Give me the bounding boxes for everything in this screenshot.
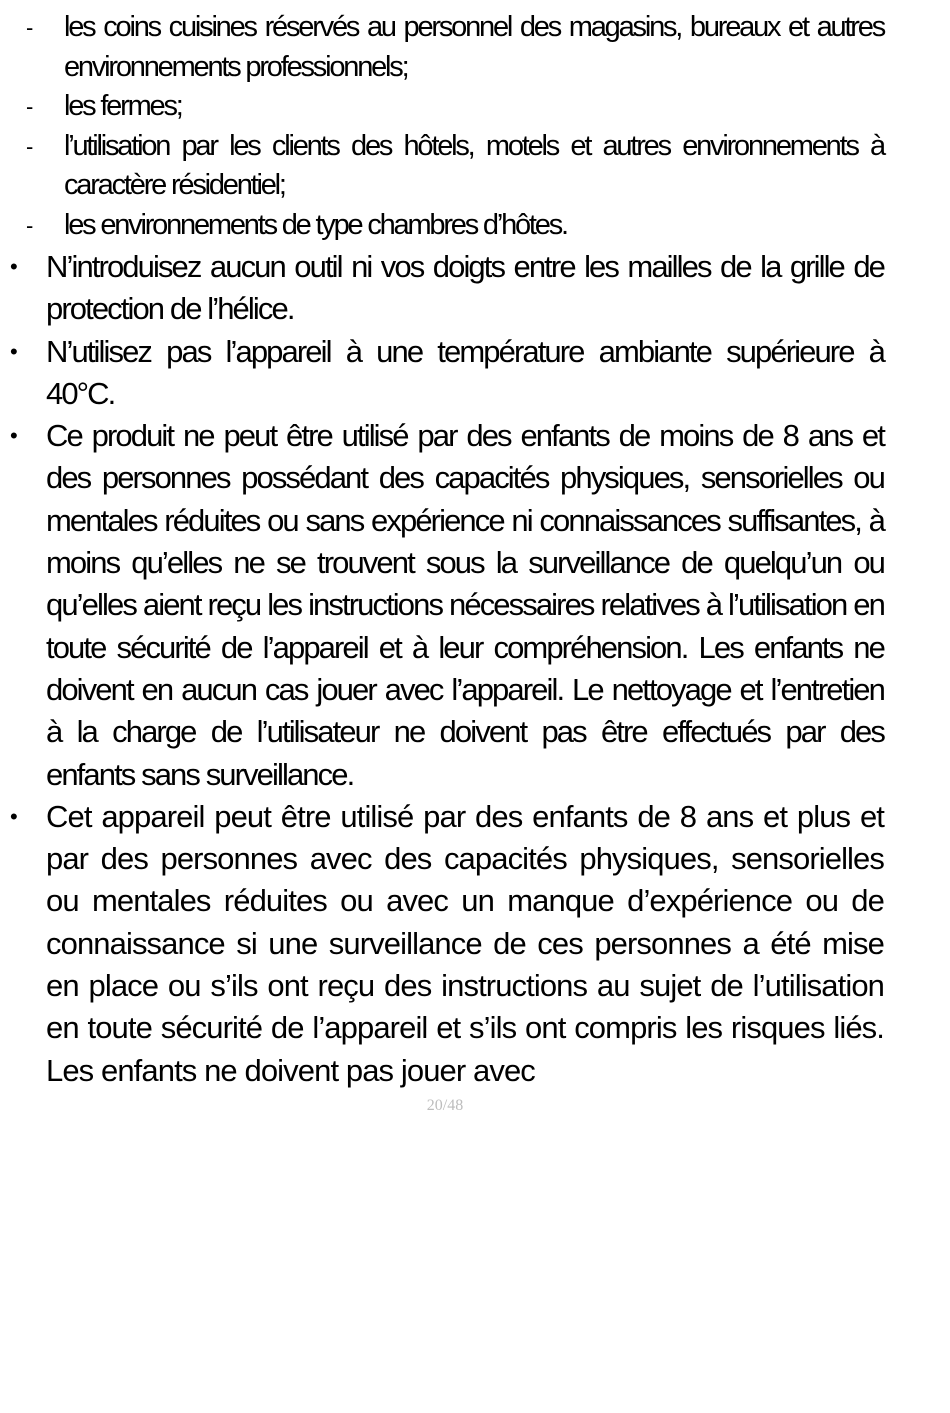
bullet-list-item bbox=[0, 415, 950, 796]
dash-list-item bbox=[0, 8, 950, 87]
bullet-item-text: N’utilisez pas l’appareil à une température ambiante supérieure à 40°C. bbox=[46, 333, 884, 411]
dash-marker: - bbox=[26, 15, 34, 40]
dash-marker: - bbox=[26, 212, 34, 238]
dash-item-text: les coins cuisines réservés au personnel des magasins, bureaux et autres environnements professionnels; bbox=[64, 11, 884, 83]
bullet-item-text: Ce produit ne peut être utilisé par des enfants de moins de 8 ans et des personnes possédant des capacités physiques, sensorielles ou mentales réduites ou sans expérience ni connaissances suffisantes, à moins qu’elles ne se trouvent sous la surveillance de quelqu’un ou qu’elles aient reçu les instructions nécessaires relatives à l’utilisation en toute sécurité de l’appareil et à leur compréhension. Les enfants ne doivent en aucun cas jouer avec l’appareil. Le nettoyage et l’entretien à la charge de l’utilisateur ne doivent pas être effectués par des enfants sans surveillance. bbox=[46, 418, 884, 792]
bullet-list-item bbox=[0, 331, 950, 416]
dash-marker: - bbox=[26, 133, 34, 159]
dash-list-item bbox=[0, 127, 950, 206]
bullet-marker: • bbox=[10, 803, 18, 829]
dash-marker: - bbox=[26, 94, 34, 119]
bullet-marker: • bbox=[10, 338, 18, 364]
dash-item-text: les environnements de type chambres d’hôtes. bbox=[64, 208, 567, 241]
bullet-marker: • bbox=[10, 254, 18, 279]
bullet-list-item bbox=[0, 246, 950, 331]
dash-item-text: les fermes; bbox=[64, 90, 182, 122]
page-number: 20/48 bbox=[426, 1097, 464, 1114]
bullet-marker: • bbox=[10, 423, 18, 449]
dash-list-item bbox=[0, 87, 950, 127]
bullet-list bbox=[0, 246, 950, 1092]
bullet-item-text: N’introduisez aucun outil ni vos doigts entre les mailles de la grille de protection de l’hélice. bbox=[46, 249, 884, 327]
bullet-item-text: Cet appareil peut être utilisé par des enfants de 8 ans et plus et par des personnes avec des capacités physiques, sensorielles ou mentales réduites ou avec un manque d’expérience ou de connaissance si une surveillance de ces personnes a été mise en place ou s’ils ont reçu des instructions au sujet de l’utilisation en toute sécurité de l’appareil et s’ils ont compris les risques liés. Les enfants ne doivent pas jouer avec bbox=[46, 798, 884, 1088]
dash-list bbox=[0, 8, 950, 245]
dash-item-text: l’utilisation par les clients des hôtels, motels et autres environnements à caractère résidentiel; bbox=[64, 129, 884, 201]
dash-list-item bbox=[0, 206, 950, 246]
bullet-list-item bbox=[0, 796, 950, 1092]
